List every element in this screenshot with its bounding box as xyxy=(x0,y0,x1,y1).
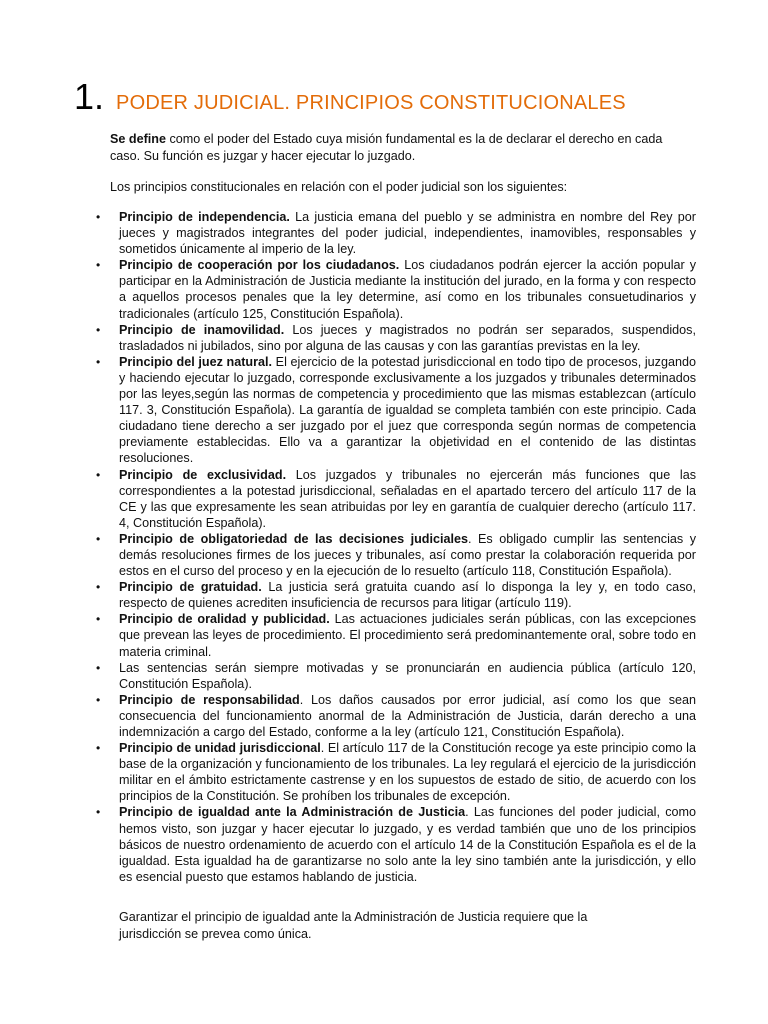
principle-item xyxy=(96,740,696,804)
bullet-icon: • xyxy=(96,210,101,224)
definition-lead: Se define xyxy=(110,132,166,146)
definition-text: como el poder del Estado cuya misión fundamental es la de declarar el derecho en cada caso. Su función es juzgar y hacer ejecutar lo juzgado. xyxy=(110,132,663,163)
section-heading xyxy=(74,76,626,118)
principle-item xyxy=(96,354,696,467)
principle-item xyxy=(96,467,696,531)
bullet-icon: • xyxy=(96,467,101,482)
principle-item xyxy=(96,579,696,611)
principle-name: Principio de unidad jurisdiccional xyxy=(119,741,321,756)
closing-paragraph: Garantizar el principio de igualdad ante la Administración de Justicia requiere que la jurisdicción se prevea como única. xyxy=(119,910,588,941)
principle-name: Principio de responsabilidad xyxy=(119,692,300,707)
bullet-icon: • xyxy=(96,258,101,273)
principle-name: Principio de inamovilidad. xyxy=(119,322,285,337)
bullet-icon: • xyxy=(96,322,101,337)
principle-name: Principio de obligatoriedad de las decisiones judiciales xyxy=(119,531,469,546)
principle-text: El ejercicio de la potestad jurisdiccional en todo tipo de procesos, juzgando y haciendo ejecutar lo juzgado, corresponde exclusivamente a los juzgados y tribunales determinados por las leyes,según las normas de competencia y procedimiento que las mismas establezcan (artículo 117. 3, Constitución Española). La garantía de igualdad se completa también con este principio. Cada ciudadano tiene derecho a ser juzgado por el juez que corresponda según normas de competencia previamente establecidas. Ello va a garantizar la objetividad en el contenido de las distintas resoluciones. xyxy=(119,354,696,466)
principle-text: Las sentencias serán siempre motivadas y se pronunciarán en audiencia pública (artículo 120, Constitución Española). xyxy=(119,660,696,691)
principle-text: Los jueces y magistrados no podrán ser separados, suspendidos, trasladados ni jubilados, sino por alguna de las causas y con las garantías previstas en la ley. xyxy=(119,322,696,353)
definition-paragraph xyxy=(110,131,670,164)
principle-name: Principio del juez natural. xyxy=(119,354,273,369)
principle-item xyxy=(96,257,696,321)
section-number: 1. xyxy=(74,76,105,117)
bullet-icon: • xyxy=(96,580,101,595)
principle-item xyxy=(96,804,696,884)
principle-text: . Los daños causados por error judicial, así como los que sean consecuencia del funcionamiento anormal de la Administración de Justicia, darán derecho a una indemnización a cargo del Estado, conforme a la ley (artículo 121, Constitución Española). xyxy=(119,692,697,739)
bullet-icon: • xyxy=(96,660,101,675)
principle-text: Los ciudadanos podrán ejercer la acción popular y participar en la Administración de Justicia mediante la institución del jurado, en la forma y con respecto a aquellos procesos penales que la ley determine, así como en los tribunales consuetudinarios y tradicionales (artículo 125, Constitución Española). xyxy=(119,258,696,321)
principle-item xyxy=(96,322,696,354)
bullet-icon: • xyxy=(96,741,101,756)
principle-text: La justicia emana del pueblo y se administra en nombre del Rey por jueces y magistrados integrantes del poder judicial, independientes, inamovibles, responsables y sometidos únicamente al imperio de la ley. xyxy=(119,210,696,257)
principle-item xyxy=(96,611,696,659)
principle-name: Principio de exclusividad. xyxy=(119,467,287,482)
principle-item xyxy=(96,692,696,740)
bullet-icon: • xyxy=(96,612,101,627)
principle-item xyxy=(96,531,696,579)
principle-text: La justicia será gratuita cuando así lo disponga la ley y, en todo caso, respecto de quienes acrediten insuficiencia de recursos para litigar (artículo 119). xyxy=(119,580,696,611)
principle-name: Principio de igualdad ante la Administración de Justicia xyxy=(119,805,466,820)
principles-list xyxy=(96,209,696,885)
principle-text: . Es obligado cumplir las sentencias y demás resoluciones firmes de los jueces y tribunales, así como prestar la colaboración requerida por estos en el curso del proceso y en la ejecución de lo resuelto (artículo 118, Constitución Española). xyxy=(119,531,696,579)
principle-text: . Las funciones del poder judicial, como hemos visto, son juzgar y hacer ejecutar lo juzgado, y es verdad también que uno de los principios básicos de nuestro ordenamiento de acuerdo con el artículo 14 de la Constitución Española es el de la igualdad. Esta igualdad ha de garantizarse no solo ante la ley sino también ante la jurisdicción, y ello es esencial puesto que estamos hablando de justicia. xyxy=(119,805,696,884)
bullet-icon: • xyxy=(96,805,101,820)
principle-item xyxy=(96,209,696,257)
bullet-icon: • xyxy=(96,692,101,707)
principle-name: Principio de independencia. xyxy=(119,210,290,224)
principle-name: Principio de oralidad y publicidad. xyxy=(119,612,330,627)
bullet-icon: • xyxy=(96,531,101,546)
principle-text: Las actuaciones judiciales serán públicas, con las excepciones que prevean las leyes de procedimiento. El procedimiento será predominantemente oral, sobre todo en materia criminal. xyxy=(119,612,697,659)
section-title: PODER JUDICIAL. PRINCIPIOS CONSTITUCIONALES xyxy=(116,92,626,114)
bullet-icon: • xyxy=(96,354,101,369)
principle-name: Principio de cooperación por los ciudadanos. xyxy=(119,258,400,273)
principle-name: Principio de gratuidad. xyxy=(119,580,262,595)
principle-item xyxy=(96,660,696,692)
principle-text: . El artículo 117 de la Constitución recoge ya este principio como la base de la organización y funcionamiento de los tribunales. La ley regulará el ejercicio de la jurisdicción militar en el ámbito estrictamente castrense y en los supuestos de estado de sitio, de acuerdo con los principios de la Constitución. Se prohíben los tribunales de excepción. xyxy=(119,741,696,804)
principles-intro-paragraph: Los principios constitucionales en relación con el poder judicial son los siguientes: xyxy=(110,180,568,194)
principle-text: Los juzgados y tribunales no ejercerán más funciones que las correspondientes a la potestad jurisdiccional, señaladas en el apartado tercero del artículo 117 de la CE y las que expresamente les sean atribuidas por ley en garantía de cualquier derecho (artículo 117. 4, Constitución Española). xyxy=(119,467,696,530)
